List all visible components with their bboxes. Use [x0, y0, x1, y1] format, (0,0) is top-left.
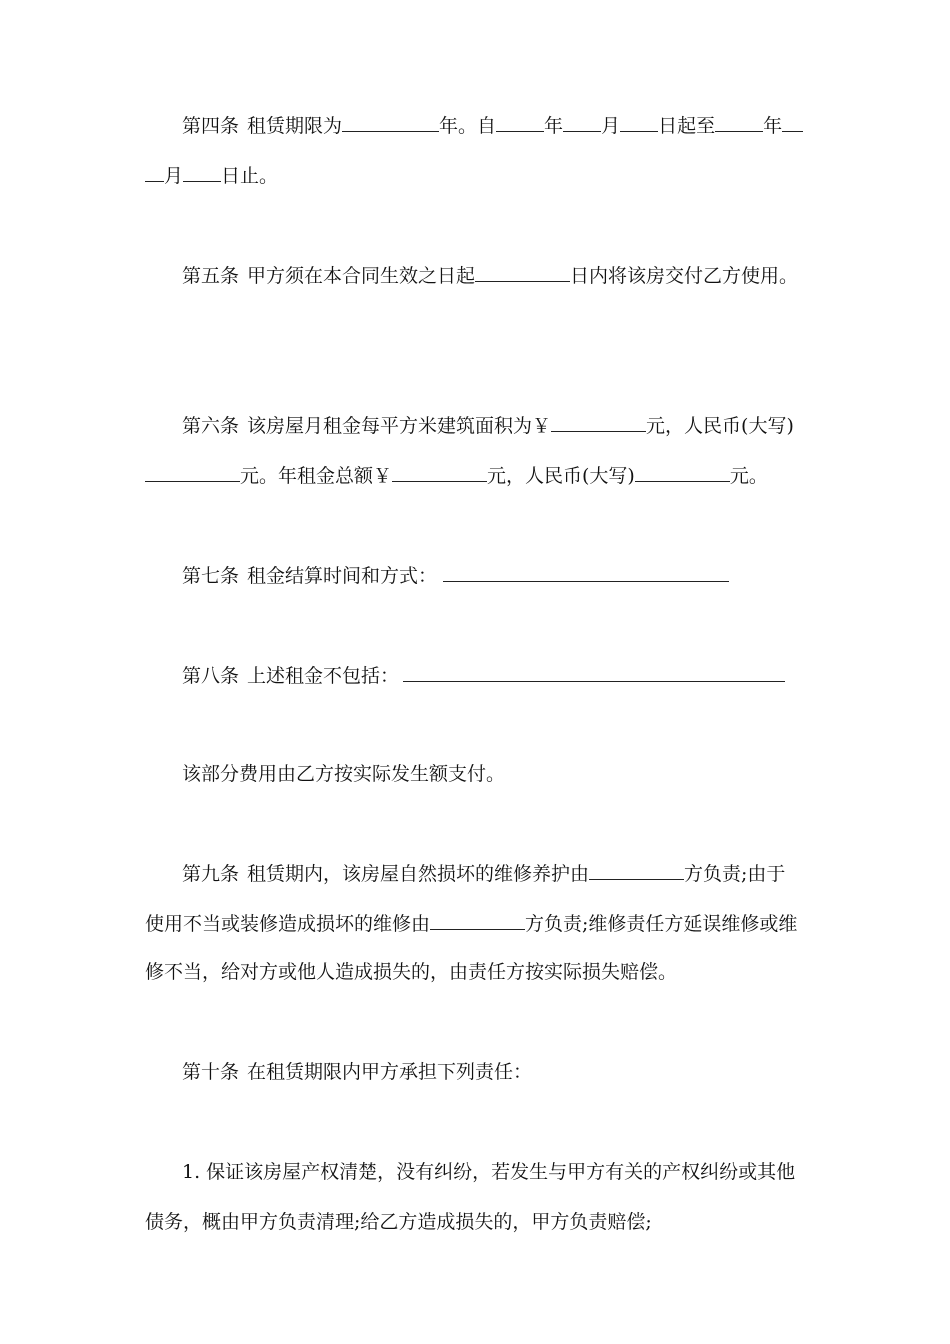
article10-item1-line2 [145, 1210, 652, 1234]
article5-line1 [182, 263, 798, 288]
blank-end-day[interactable] [183, 163, 221, 182]
article8-text-a: 上述租金不包括： [247, 665, 400, 687]
article9-text-c: 使用不当或装修造成损坏的维修由 [145, 913, 431, 935]
article9-text-a: 租赁期内，该房屋自然损坏的维修养护由 [247, 863, 590, 885]
article5-text-a: 甲方须在本合同生效之日起 [247, 265, 476, 287]
blank-excluded-fees[interactable] [403, 663, 785, 682]
article9-line2 [145, 911, 797, 936]
article6-text-e: 元。 [729, 465, 768, 487]
blank-monthly-rent-per-sqm[interactable] [551, 413, 646, 432]
article4-text-g: 月 [164, 165, 184, 187]
article4-text-d: 月 [601, 115, 621, 137]
article4-text-h: 日止。 [221, 165, 279, 187]
article9-text-e: 修不当，给对方或他人造成损失的，由责任方按实际损失赔偿。 [145, 961, 678, 983]
article6-text-c: 元。年租金总额￥ [240, 465, 393, 487]
article6-text-a: 该房屋月租金每平方米建筑面积为￥ [247, 415, 552, 437]
article6-label: 第六条 [182, 415, 240, 437]
article4-line1 [182, 113, 803, 138]
blank-annual-rent[interactable] [392, 463, 487, 482]
article9-line3 [145, 960, 677, 984]
blank-delivery-days[interactable] [475, 263, 570, 282]
article10-item1-a: 1. 保证该房屋产权清楚，没有纠纷，若发生与甲方有关的产权纠纷或其他 [182, 1161, 796, 1183]
article10-item1-line1 [182, 1160, 795, 1184]
article10-item1-b: 债务，概由甲方负责清理;给乙方造成损失的，甲方负责赔偿; [145, 1211, 652, 1233]
article9-label: 第九条 [182, 863, 240, 885]
article8-line1 [182, 663, 785, 688]
article9-text-b: 方负责;由于 [684, 863, 786, 885]
article4-text-c: 年 [544, 115, 564, 137]
blank-natural-damage-party[interactable] [589, 861, 684, 880]
article7-label: 第七条 [182, 565, 240, 587]
article6-text-d: 元，人民币(大写) [487, 465, 635, 487]
article4-text-a: 租赁期限为 [247, 115, 343, 137]
article5-text-b: 日内将该房交付乙方使用。 [570, 265, 799, 287]
blank-start-day[interactable] [620, 113, 658, 132]
article7-text-a: 租金结算时间和方式： [247, 565, 438, 587]
article4-text-f: 年 [763, 115, 783, 137]
article9-text-d: 方负责;维修责任方延误维修或维 [525, 913, 798, 935]
article9-line1 [182, 861, 785, 886]
article8-text-b: 该部分费用由乙方按实际发生额支付。 [182, 763, 506, 785]
blank-start-year[interactable] [496, 113, 544, 132]
article10-label: 第十条 [182, 1061, 240, 1083]
article6-line1 [182, 413, 794, 438]
article5-label: 第五条 [182, 265, 240, 287]
blank-end-month-part1[interactable] [782, 113, 803, 132]
article6-line2 [145, 463, 768, 488]
blank-misuse-damage-party[interactable] [430, 911, 525, 930]
blank-start-month[interactable] [563, 113, 601, 132]
article6-text-b: 元，人民币(大写) [646, 415, 794, 437]
article4-label: 第四条 [182, 115, 240, 137]
article4-text-b: 年。自 [439, 115, 497, 137]
article7-line1 [182, 563, 729, 588]
blank-annual-rent-words[interactable] [635, 463, 730, 482]
blank-monthly-rent-words[interactable] [145, 463, 240, 482]
article8-line2 [182, 762, 505, 786]
article4-text-e: 日起至 [658, 115, 716, 137]
blank-payment-method[interactable] [443, 563, 729, 582]
article4-line2 [145, 163, 278, 188]
blank-end-year[interactable] [715, 113, 763, 132]
article10-line1 [182, 1060, 532, 1084]
blank-end-month-part2[interactable] [145, 163, 164, 182]
article8-label: 第八条 [182, 665, 240, 687]
article10-text-a: 在租赁期限内甲方承担下列责任： [247, 1061, 533, 1083]
blank-lease-years[interactable] [342, 113, 439, 132]
